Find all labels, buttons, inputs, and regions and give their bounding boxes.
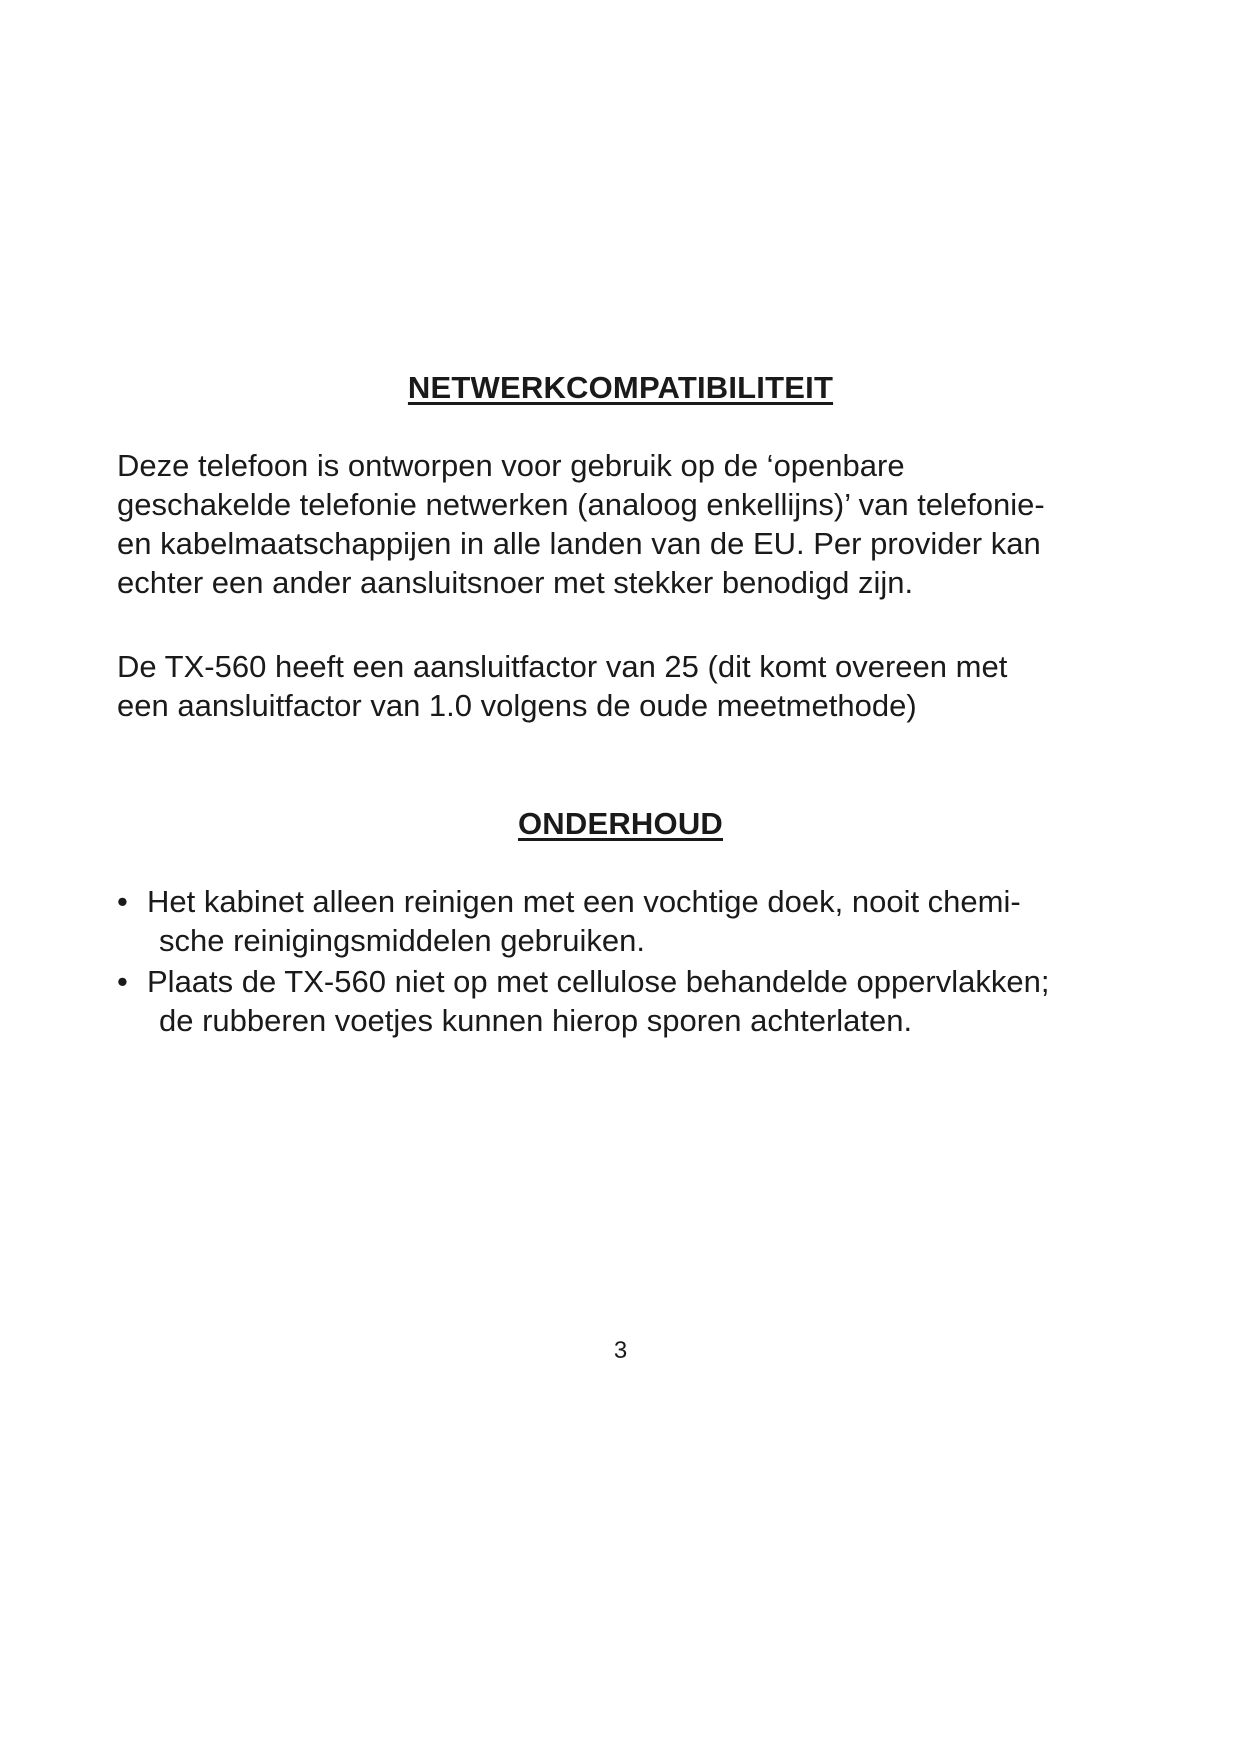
text-line: Deze telefoon is ontworpen voor gebruik op de ‘openbare [117,448,905,483]
text-line: sche reinigingsmiddelen gebruiken. [159,923,645,958]
text-line: een aansluitfactor van 1.0 volgens de oude meetmethode) [117,688,917,723]
text-line: Plaats de TX-560 niet op met cellulose behandelde oppervlakken; [147,964,1050,999]
text-line: geschakelde telefonie netwerken (analoog enkellijns)’ van telefonie- [117,487,1045,522]
text-line: echter een ander aansluitsnoer met stekker benodigd zijn. [117,565,914,600]
text-line: en kabelmaatschappijen in alle landen van de EU. Per provider kan [117,526,1041,561]
maintenance-bullet-item [117,882,1157,960]
network-paragraph-2 [117,647,1137,725]
maintenance-bullet-item [117,962,1157,1040]
bullet-marker: • [117,884,128,919]
text-line: de rubberen voetjes kunnen hierop sporen achterlaten. [159,1003,913,1038]
bullet-marker: • [117,964,128,999]
text-line: Het kabinet alleen reinigen met een vochtige doek, nooit chemi- [147,884,1021,919]
network-paragraph-1 [117,446,1137,602]
text-line: De TX-560 heeft een aansluitfactor van 25 (dit komt overeen met [117,649,1008,684]
heading-netwerkcompatibiliteit: NETWERKCOMPATIBILITEIT [407,370,834,405]
heading-onderhoud: ONDERHOUD [517,806,724,841]
page-number: 3 [613,1337,628,1364]
